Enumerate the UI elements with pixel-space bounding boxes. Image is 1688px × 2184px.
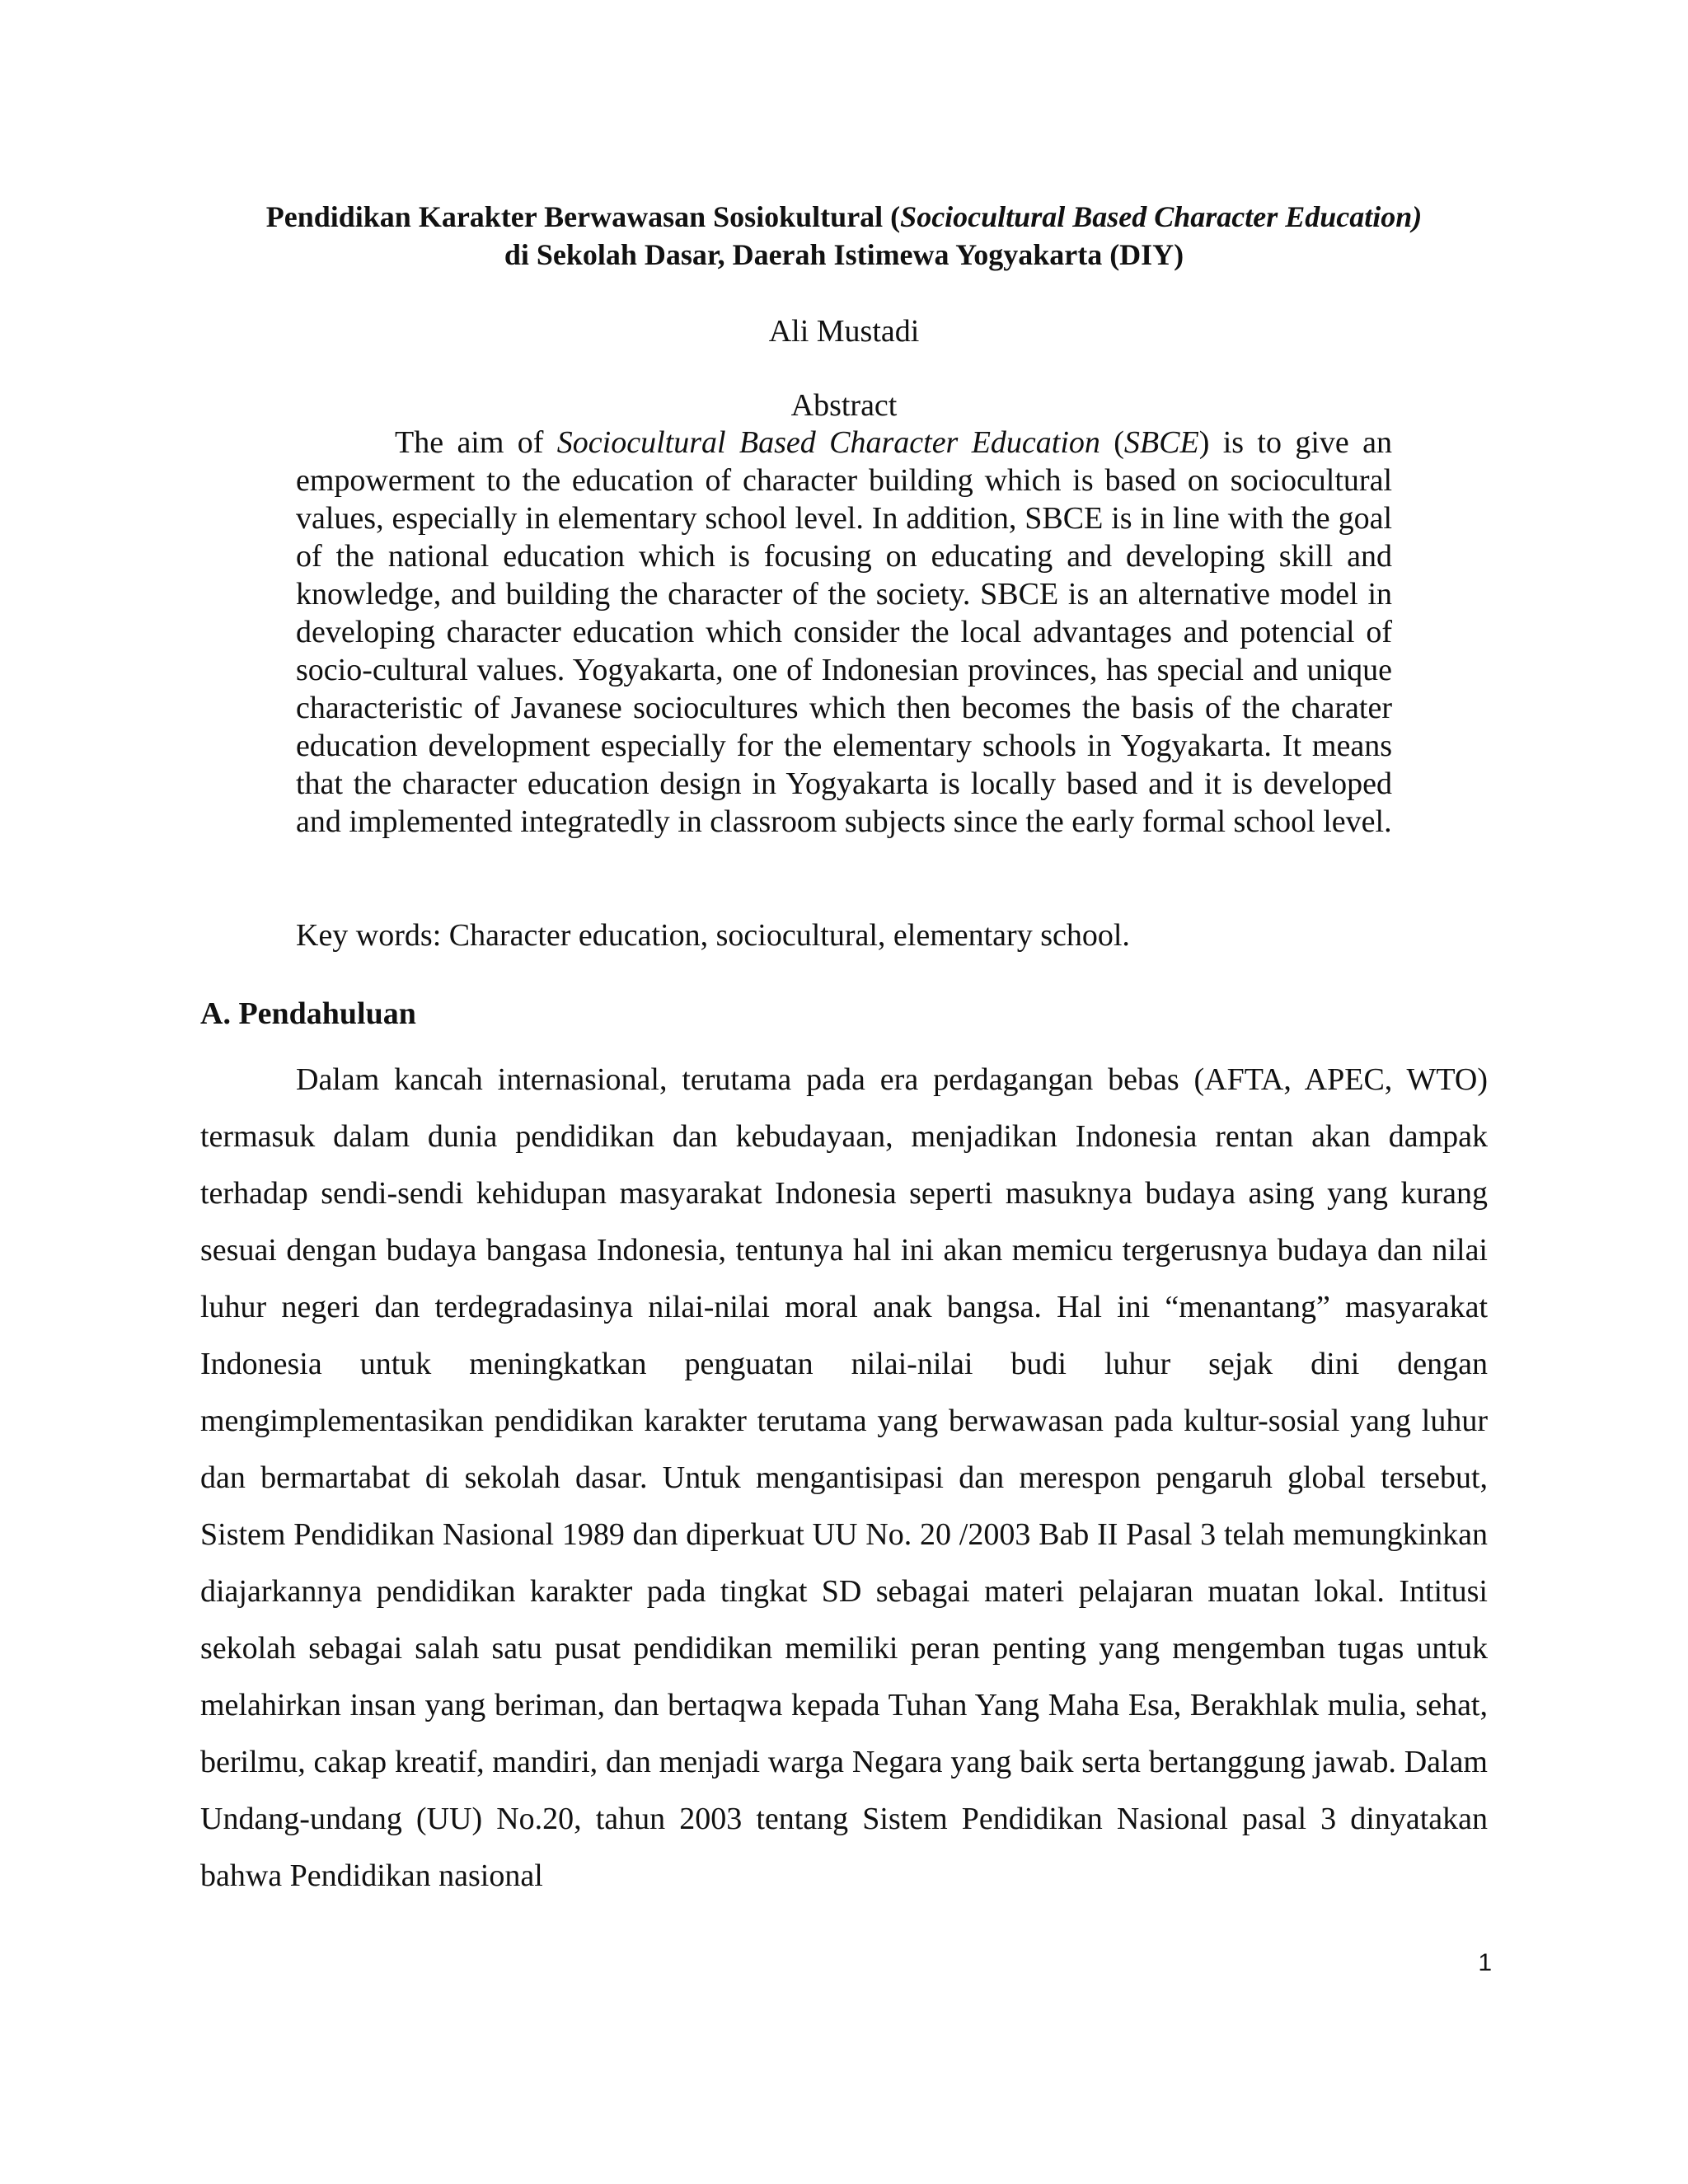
abstract-text-1: The aim of <box>395 425 557 460</box>
abstract-italic-1: Sociocultural Based Character Education <box>556 425 1100 460</box>
abstract-heading: Abstract <box>790 388 898 423</box>
keywords: Key words: Character education, sociocultural, elementary school. <box>296 918 1130 953</box>
abstract-text-3: ) is to give an empowerment to the education of character building which is based on sociocultural values, especially in elementary school level. In addition, SBCE is in line with the goal of the national education which is focusing on educating and developing skill and knowledge, and building the character of the society. SBCE is an alternative model in developing character education which consider the local advantages and potencial of socio-cultural values. Yogyakarta, one of Indonesian provinces, has special and unique characteristic of Javanese sociocultures which then becomes the basis of the charater education development especially for the elementary schools in Yogyakarta. It means that the character education design in Yogyakarta is locally based and it is developed and implemented integratedly in classroom subjects since the early formal school level. <box>296 425 1392 839</box>
abstract-text-2: ( <box>1100 425 1124 460</box>
author-name: Ali Mustadi <box>768 314 920 349</box>
abstract-italic-2: SBCE <box>1123 425 1199 460</box>
title-line-1 <box>148 198 1540 236</box>
section-heading: A. Pendahuluan <box>200 996 416 1031</box>
body-paragraph: Dalam kancah internasional, terutama pada era perdagangan bebas (AFTA, APEC, WTO) termasuk dalam dunia pendidikan dan kebudayaan, menjadikan Indonesia rentan akan dampak terhadap sendi-sendi kehidupan masyarakat Indonesia seperti masuknya budaya asing yang kurang sesuai dengan budaya bangasa Indonesia, tentunya hal ini akan memicu tergerusnya budaya dan nilai luhur negeri dan terdegradasinya nilai-nilai moral anak bangsa. Hal ini “menantang” masyarakat Indonesia untuk meningkatkan penguatan nilai-nilai budi luhur sejak dini dengan mengimplementasikan pendidikan karakter terutama yang berwawasan pada kultur-sosial yang luhur dan bermartabat di sekolah dasar. Untuk mengantisipasi dan merespon pengaruh global tersebut, Sistem Pendidikan Nasional 1989 dan diperkuat UU No. 20 /2003 Bab II Pasal 3 telah memungkinkan diajarkannya pendidikan karakter pada tingkat SD sebagai materi pelajaran muatan lokal. Intitusi sekolah sebagai salah satu pusat pendidikan memiliki peran penting yang mengemban tugas untuk melahirkan insan yang beriman, dan bertaqwa kepada Tuhan Yang Maha Esa, Berakhlak mulia, sehat, berilmu, cakap kreatif, mandiri, dan menjadi warga Negara yang baik serta bertanggung jawab. Dalam Undang-undang (UU) No.20, tahun 2003 tentang Sistem Pendidikan Nasional pasal 3 dinyatakan bahwa Pendidikan nasional <box>200 1062 1488 1893</box>
title-line-1-italic: Sociocultural Based Character Education) <box>900 200 1423 233</box>
page-number: 1 <box>1478 1949 1492 1976</box>
paper-title <box>148 198 1540 274</box>
title-line-1-text: Pendidikan Karakter Berwawasan Sosiokultural ( <box>265 200 901 233</box>
abstract-body <box>296 424 1392 841</box>
title-line-2: di Sekolah Dasar, Daerah Istimewa Yogyakarta (DIY) <box>504 238 1184 271</box>
